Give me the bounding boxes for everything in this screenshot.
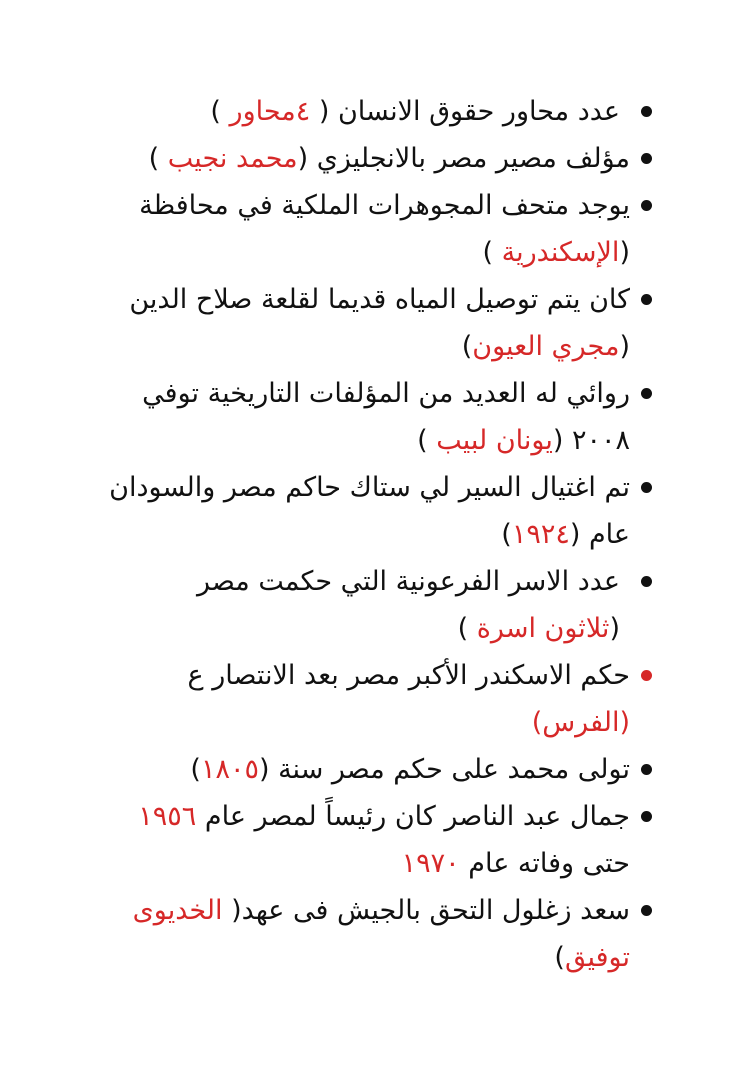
item-line [120, 135, 630, 182]
answer-text: (الفرس) [531, 707, 630, 738]
item-line [120, 887, 630, 934]
list-item [120, 746, 660, 793]
item-line [120, 323, 630, 370]
item-text: ) [554, 942, 565, 973]
list-item [120, 135, 660, 182]
list-item [120, 182, 660, 276]
item-text: ) [501, 519, 512, 550]
bullet-icon [641, 905, 652, 916]
item-text: ) [482, 237, 502, 268]
answer-text: ١٩٢٤ [511, 519, 570, 550]
bullet-icon [641, 670, 652, 681]
item-text: كان يتم توصيل المياه قديما لقلعة صلاح الدين [129, 284, 630, 315]
item-text: ) [148, 143, 168, 174]
bullet-icon [641, 153, 652, 164]
item-line [120, 88, 620, 135]
list-item [120, 370, 660, 464]
answer-text: مجري العيون [472, 331, 620, 362]
item-text: تم اغتيال السير لي ستاك حاكم مصر والسودان [109, 472, 630, 503]
item-line [120, 182, 630, 229]
item-line [120, 793, 630, 840]
item-text: مؤلف مصير مصر بالانجليزي ( [297, 143, 630, 174]
list-item [120, 887, 660, 981]
bullet-icon [641, 482, 652, 493]
answer-text: الخديوى [132, 895, 223, 926]
item-line [109, 464, 630, 511]
item-text: سعد زغلول التحق بالجيش فى عهد( [222, 895, 630, 926]
item-text: ( [619, 237, 630, 268]
answer-text: محمد نجيب [167, 143, 298, 174]
item-line [120, 370, 630, 417]
item-line [120, 417, 630, 464]
item-text: تولى محمد على حكم مصر سنة ( [258, 754, 630, 785]
answer-text: توفيق [564, 942, 630, 973]
item-text: جمال عبد الناصر كان رئيساً لمصر عام [196, 801, 630, 832]
item-line [120, 276, 630, 323]
facts-list [109, 88, 660, 981]
answer-text: ١٨٠٥ [200, 754, 259, 785]
bullet-icon [641, 764, 652, 775]
answer-text: ١٩٧٠ [401, 848, 460, 879]
list-item [120, 558, 660, 652]
item-text: عدد محاور حقوق الانسان ( [310, 96, 620, 127]
item-text: ) [457, 613, 477, 644]
item-line [120, 840, 630, 887]
item-text: ) [190, 754, 201, 785]
answer-text: الإسكندرية [501, 237, 620, 268]
item-line [120, 746, 630, 793]
item-text: عام ( [569, 519, 630, 550]
item-text: ) [210, 96, 230, 127]
item-line [120, 605, 620, 652]
list-item [120, 276, 660, 370]
answer-text: يونان لبيب [436, 425, 553, 456]
answer-text: ١٩٥٦ [138, 801, 197, 832]
answer-text: ٤محاور [229, 96, 311, 127]
item-text: ٢٠٠٨ ( [552, 425, 630, 456]
item-text: ) [417, 425, 437, 456]
bullet-icon [641, 811, 652, 822]
item-line [120, 511, 630, 558]
item-line [120, 652, 630, 699]
bullet-icon [641, 200, 652, 211]
item-text: عدد الاسر الفرعونية التي حكمت مصر [197, 566, 620, 597]
item-text: روائي له العديد من المؤلفات التاريخية توفي [142, 378, 630, 409]
list-item [109, 464, 660, 558]
bullet-icon [641, 576, 652, 587]
item-line [120, 699, 630, 746]
item-line [120, 558, 620, 605]
item-text: ( [609, 613, 620, 644]
item-text: حتى وفاته عام [459, 848, 630, 879]
item-line [120, 934, 630, 981]
answer-text: ثلاثون اسرة [476, 613, 610, 644]
item-text: ( [619, 331, 630, 362]
bullet-icon [641, 106, 652, 117]
item-line [120, 229, 630, 276]
item-text: يوجد متحف المجوهرات الملكية في محافظة [139, 190, 630, 221]
list-item [120, 88, 660, 135]
item-text: حكم الاسكندر الأكبر مصر بعد الانتصار ع [187, 660, 630, 691]
list-item [120, 793, 660, 887]
bullet-icon [641, 388, 652, 399]
bullet-icon [641, 294, 652, 305]
list-item [120, 652, 660, 746]
item-text: ) [461, 331, 473, 362]
